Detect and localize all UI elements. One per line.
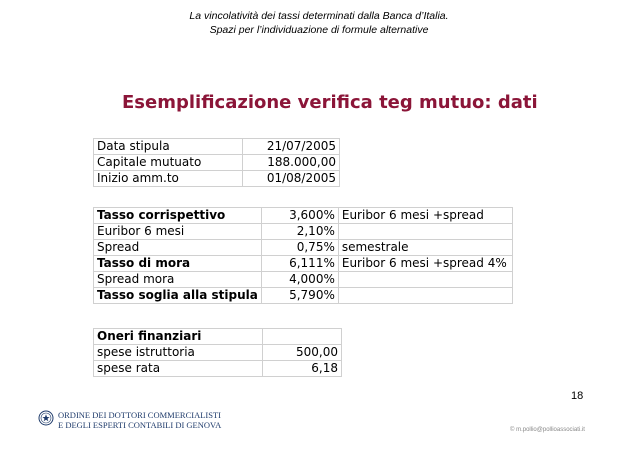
row-value: 3,600% [261,208,338,224]
row-label: Data stipula [94,139,243,155]
row-note [338,224,512,240]
row-label: Tasso soglia alla stipula [94,288,262,304]
financial-charges-table [93,328,342,377]
table-row [94,272,513,288]
table-row [94,139,340,155]
org-name-line-1: ORDINE DEI DOTTORI COMMERCIALISTI [58,410,221,420]
row-note: Euribor 6 mesi +spread [338,208,512,224]
row-label: Spread [94,240,262,256]
table-header-row [94,329,342,345]
row-label: Capitale mutuato [94,155,243,171]
table-row [94,155,340,171]
table-row [94,240,513,256]
loan-data-table [93,138,340,187]
table-row [94,224,513,240]
table-row [94,256,513,272]
slide-title: Esemplificazione verifica teg mutuo: dati [122,92,538,113]
header-line-1: La vincolatività dei tassi determinati dalla Banca d’Italia. [189,10,449,22]
page-number: 18 [571,390,584,402]
rates-table [93,207,513,304]
row-value: 6,111% [261,256,338,272]
row-value: 21/07/2005 [243,139,340,155]
row-label: Inizio amm.to [94,171,243,187]
row-note [338,288,512,304]
org-name-line-2: E DEGLI ESPERTI CONTABILI DI GENOVA [58,420,222,430]
table-row [94,208,513,224]
header-line-2: Spazi per l’individuazione di formule alternative [209,24,429,36]
row-note: semestrale [338,240,512,256]
table-row [94,171,340,187]
row-value: 01/08/2005 [243,171,340,187]
row-value: 0,75% [261,240,338,256]
row-value: 4,000% [261,272,338,288]
row-label: spese istruttoria [94,345,263,361]
table-row [94,361,342,377]
table-row [94,288,513,304]
row-value: 500,00 [263,345,342,361]
star-seal-icon [38,410,54,430]
row-label: Spread mora [94,272,262,288]
row-note [338,272,512,288]
row-label: spese rata [94,361,263,377]
organization-logo [38,410,221,430]
table-row [94,345,342,361]
row-value: 2,10% [261,224,338,240]
table-heading: Oneri finanziari [94,329,263,345]
copyright-text: © m.pollio@pollioassociati.it [510,427,585,433]
row-value: 5,790% [261,288,338,304]
row-label: Tasso corrispettivo [94,208,262,224]
row-value: 6,18 [263,361,342,377]
row-label: Tasso di mora [94,256,262,272]
row-value: 188.000,00 [243,155,340,171]
row-label: Euribor 6 mesi [94,224,262,240]
table-heading-spacer [263,329,342,345]
row-note: Euribor 6 mesi +spread 4% [338,256,512,272]
